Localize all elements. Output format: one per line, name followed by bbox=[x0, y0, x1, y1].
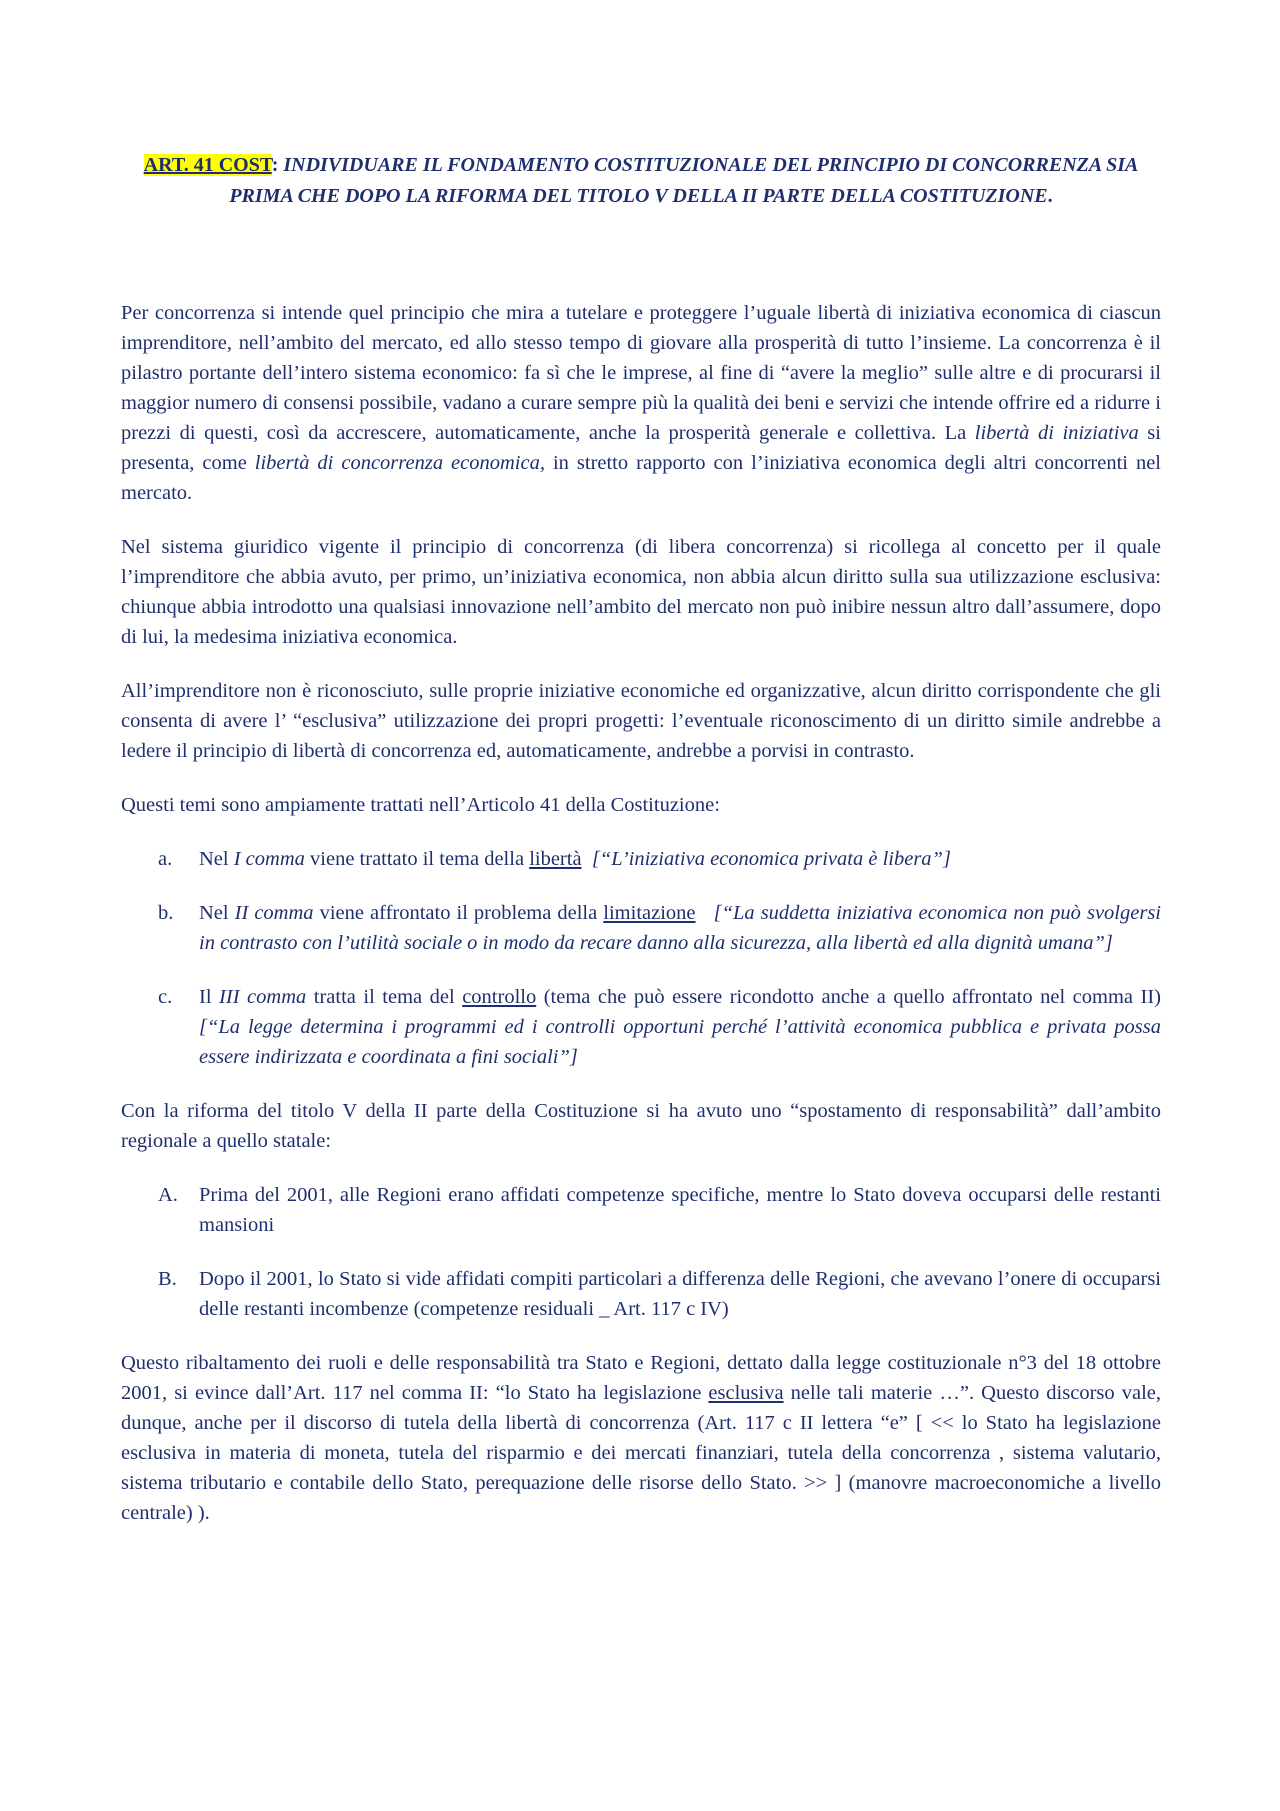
item-text-part: tratta il tema del bbox=[306, 986, 463, 1008]
paragraph-definition bbox=[121, 298, 1161, 508]
title-period: . bbox=[1047, 185, 1053, 207]
list-item bbox=[121, 1180, 1161, 1240]
item-quote: [“L’iniziativa economica privata è libera”] bbox=[591, 848, 951, 870]
item-text-part: viene affrontato il problema della bbox=[313, 902, 604, 924]
paragraph-entrepreneur: All’imprenditore non è riconosciuto, sulle proprie iniziative economiche ed organizzative, alcun diritto corrispondente che gli consenta di avere l’ “esclusiva” utilizzazione dei propri progetti: l’eventuale riconoscimento di un diritto simile andrebbe a ledere il principio di libertà di concorrenza ed, automaticamente, andrebbe a porvisi in contrasto. bbox=[121, 680, 1161, 762]
document-title bbox=[121, 150, 1161, 212]
list-item-text: Prima del 2001, alle Regioni erano affidati competenze specifiche, mentre lo Stato doveva occuparsi delle restanti mansioni bbox=[199, 1184, 1161, 1236]
list-marker: A. bbox=[158, 1184, 178, 1206]
list-item-text: Dopo il 2001, lo Stato si vide affidati compiti particolari a differenza delle Regioni, che avevano l’onere di occuparsi delle restanti incombenze (competenze residuali _ Art. 117 c IV) bbox=[199, 1268, 1161, 1320]
item-text-part bbox=[696, 902, 714, 924]
list-marker: c. bbox=[158, 986, 173, 1008]
list-item-text bbox=[199, 982, 1161, 1072]
paragraph-conclusion bbox=[121, 1348, 1161, 1528]
item-text-part: Nel bbox=[199, 902, 235, 924]
item-comma-label: I comma bbox=[233, 848, 305, 870]
item-text-part: viene trattato il tema della bbox=[304, 848, 530, 870]
list-marker: B. bbox=[158, 1268, 177, 1290]
paragraph-article-41-intro: Questi temi sono ampiamente trattati nell’Articolo 41 della Costituzione: bbox=[121, 794, 720, 816]
list-marker: a. bbox=[158, 848, 173, 870]
paragraph-definition-italic-2: libertà di concorrenza economica, bbox=[254, 452, 545, 474]
item-text-part bbox=[582, 848, 592, 870]
paragraph-legal-system: Nel sistema giuridico vigente il principio di concorrenza (di libera concorrenza) si ricollega al concetto per il quale l’imprenditore che abbia avuto, per primo, un’iniziativa economica, non abbia alcun diritto sulla sua utilizzazione esclusiva: chiunque abbia introdotto una qualsiasi innovazione nell’ambito del mercato non può inibire nessun altro dall’assumere, dopo di lui, la medesima iniziativa economica. bbox=[121, 536, 1161, 648]
item-topic: controllo bbox=[462, 986, 537, 1008]
item-comma-label: II comma bbox=[234, 902, 314, 924]
item-text-part: (tema che può essere ricondotto anche a quello affrontato nel comma II) bbox=[536, 986, 1161, 1008]
list-item bbox=[121, 1264, 1161, 1324]
list-item-text bbox=[199, 844, 1161, 874]
list-item-text bbox=[199, 898, 1161, 958]
paragraph-reform: Con la riforma del titolo V della II parte della Costituzione si ha avuto uno “spostamento di responsabilità” dall’ambito regionale a quello statale: bbox=[121, 1100, 1161, 1152]
list-item bbox=[121, 898, 1161, 958]
list-item bbox=[121, 844, 1161, 874]
paragraph-definition-text-2: si presenta, come bbox=[121, 422, 1161, 474]
paragraph-definition-italic-1: libertà di iniziativa bbox=[974, 422, 1139, 444]
item-quote: [“La legge determina i programmi ed i controlli opportuni perché l’attività economica pubblica e privata possa essere indirizzata e coordinata a fini sociali”] bbox=[199, 1016, 1161, 1068]
paragraph-definition-text-3: in stretto rapporto con l’iniziativa economica degli altri concorrenti nel mercato. bbox=[121, 452, 1161, 504]
paragraph-conclusion-underlined: esclusiva bbox=[708, 1382, 784, 1404]
document-page bbox=[121, 150, 1161, 1552]
periods-list bbox=[121, 1180, 1161, 1324]
commi-list bbox=[121, 844, 1161, 1072]
paragraph-conclusion-text-1: Questo ribaltamento dei ruoli e delle responsabilità tra Stato e Regioni, dettato dalla legge costituzionale n°3 del 18 ottobre 2001, si evince dall’Art. 117 nel comma II: “lo Stato ha legislazione bbox=[121, 1352, 1161, 1404]
paragraph-conclusion-text-2: nelle tali materie …”. Questo discorso vale, dunque, anche per il discorso di tutela della libertà di concorrenza (Art. 117 c II lettera “e” [ << lo Stato ha legislazione esclusiva in materia di moneta, tutela del risparmio e dei mercati finanziari, tutela della concorrenza , sistema valutario, sistema tributario e contabile dello Stato, perequazione delle risorse dello Stato. >> ] (manovre macroeconomiche a livello centrale) ). bbox=[121, 1382, 1161, 1524]
item-topic: limitazione bbox=[603, 902, 696, 924]
item-text-part: Il bbox=[199, 986, 220, 1008]
title-article-ref: ART. 41 COST bbox=[143, 154, 272, 176]
list-item bbox=[121, 982, 1161, 1072]
paragraph-definition-text-1: Per concorrenza si intende quel principio che mira a tutelare e proteggere l’uguale libertà di iniziativa economica di ciascun imprenditore, nell’ambito del mercato, ed allo stesso tempo di giovare alla prosperità di tutto l’insieme. La concorrenza è il pilastro portante dell’intero sistema economico: fa sì che le imprese, al fine di “avere la meglio” sulle altre e di procurarsi il maggior numero di consensi possibile, vadano a curare sempre più la qualità dei beni e servizi che intende offrire ed a ridurre i prezzi di questi, così da accrescere, automaticamente, anche la prosperità generale e collettiva. La bbox=[121, 302, 1161, 444]
list-marker: b. bbox=[158, 902, 174, 924]
item-text-part: Nel bbox=[199, 848, 234, 870]
item-quote: [“La suddetta iniziativa economica non può svolgersi in contrasto con l’utilità sociale o in modo da recare danno alla sicurezza, alla libertà ed alla dignità umana”] bbox=[199, 902, 1161, 954]
item-comma-label: III comma bbox=[219, 986, 307, 1008]
title-colon: : bbox=[271, 154, 279, 176]
title-text: INDIVIDUARE IL FONDAMENTO COSTITUZIONALE DEL PRINCIPIO DI CONCORRENZA SIA PRIMA CHE DOPO LA RIFORMA DEL TITOLO V DELLA II PARTE DELLA COSTITUZIONE bbox=[229, 154, 1139, 207]
item-topic: libertà bbox=[529, 848, 582, 870]
